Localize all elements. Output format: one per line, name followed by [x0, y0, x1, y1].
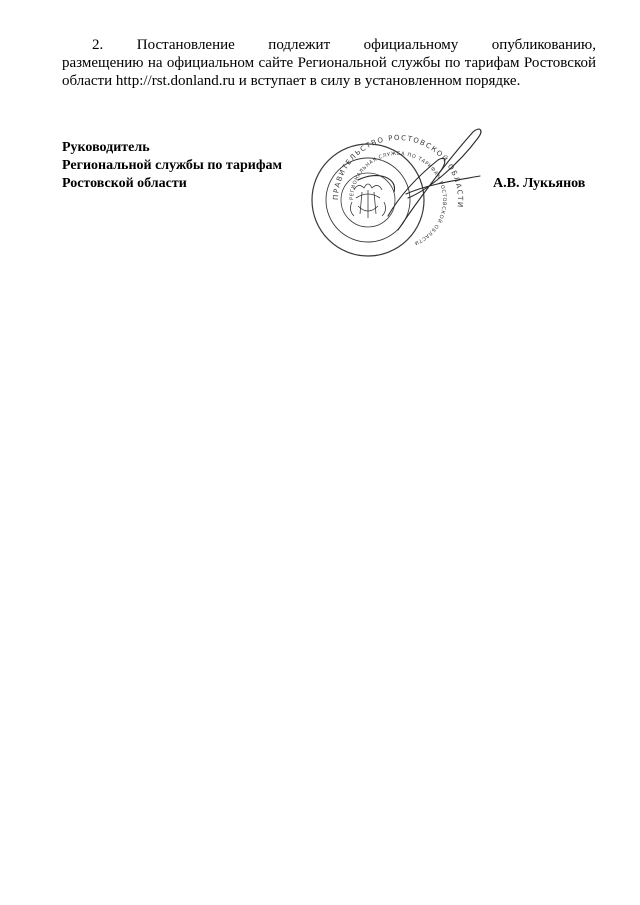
signatory-title-line-3: Ростовской области: [62, 176, 187, 191]
paragraph-line-3: области http://rst.donland.ru и вступает в силу в установленном порядке.: [62, 73, 521, 89]
paragraph-line-1: 2. Постановление подлежит официальному опубликованию,: [92, 37, 596, 53]
signatory-title: [62, 139, 282, 193]
official-seal-and-signature: [298, 120, 498, 260]
paragraph-line-2: размещению на официальном сайте Региональной службы по тарифам Ростовской: [62, 55, 596, 71]
seal-outer-text: ПРАВИТЕЛЬСТВО РОСТОВСКОЙ ОБЛАСТИ: [331, 133, 465, 209]
signatory-title-line-1: Руководитель: [62, 140, 150, 155]
signatory-name: А.В. Лукьянов: [493, 176, 586, 191]
signatory-title-line-2: Региональной службы по тарифам: [62, 158, 283, 173]
decree-paragraph: [62, 36, 596, 90]
seal-inner-text: РЕГИОНАЛЬНАЯ СЛУЖБА ПО ТАРИФАМ РОСТОВСКОЙ ОБЛАСТИ: [348, 150, 448, 246]
